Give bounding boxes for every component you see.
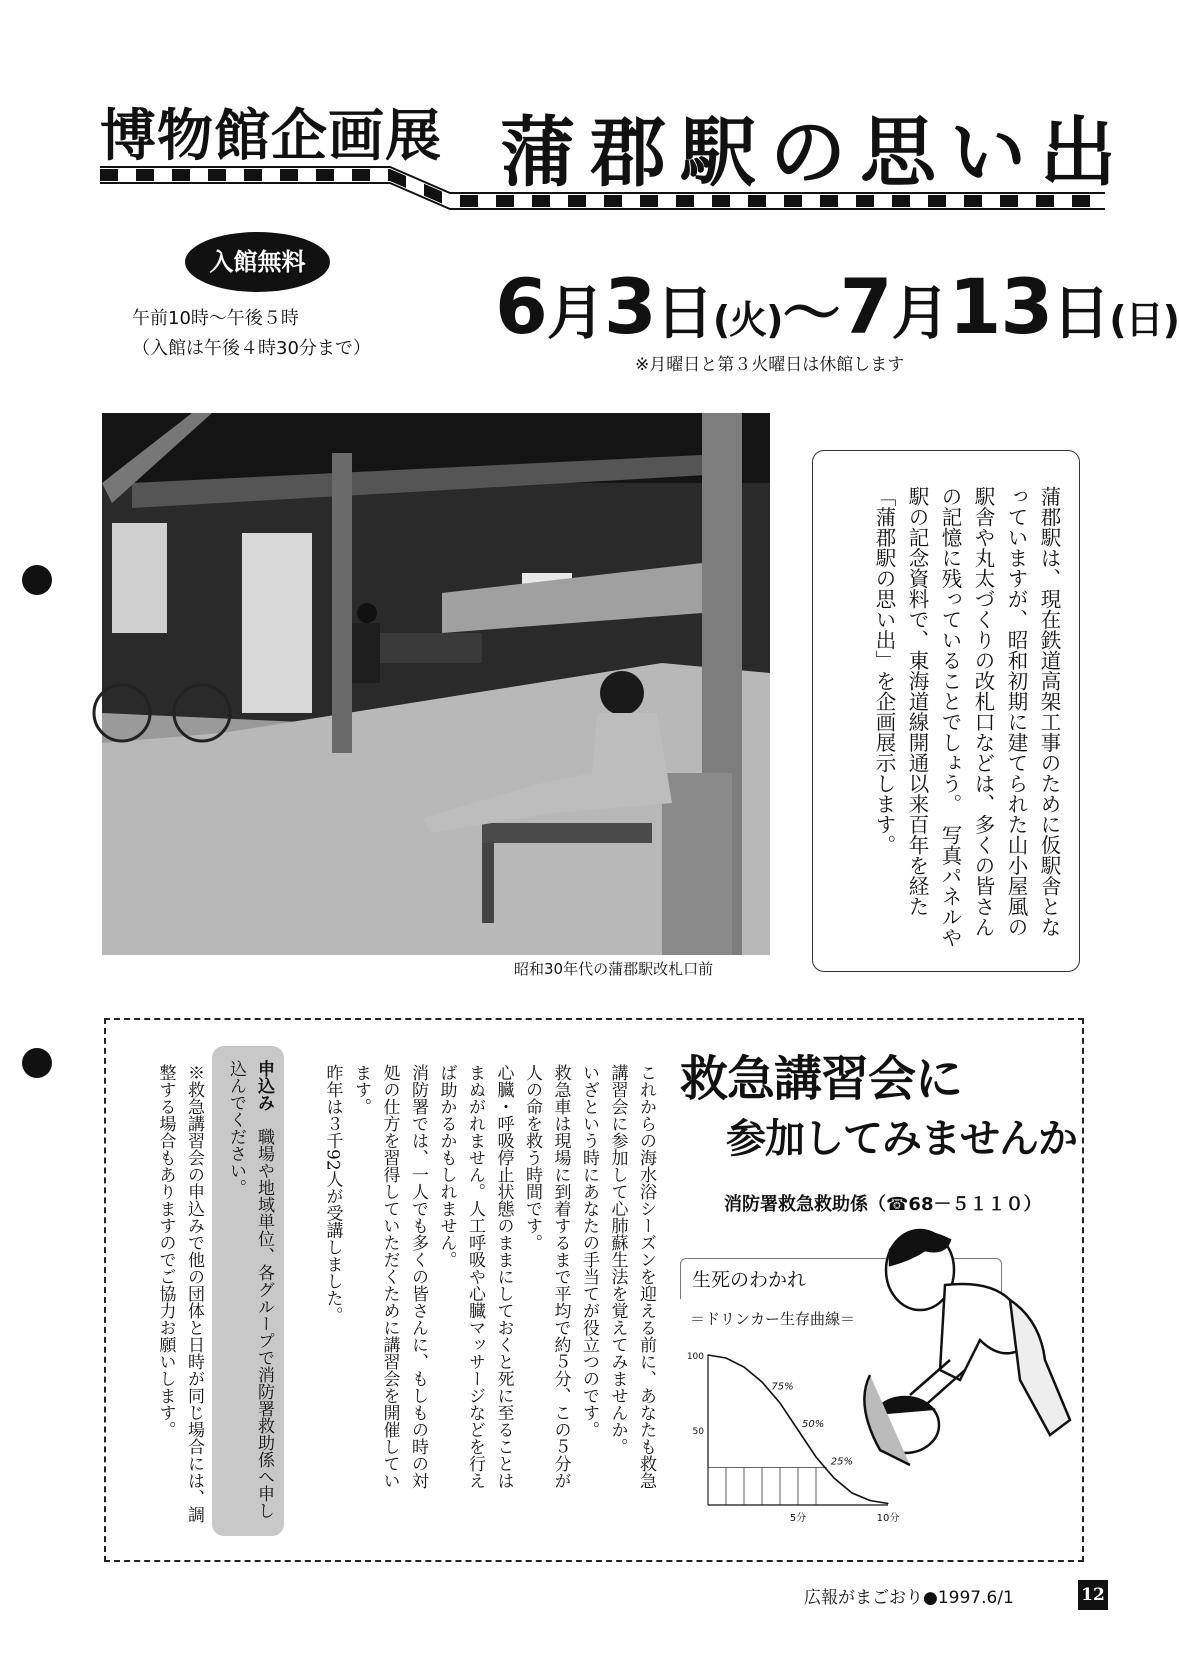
data-label: 25%: [830, 1456, 854, 1468]
last-entry-note: （入館は午後４時30分まで）: [132, 338, 371, 359]
x-tick-label: 5分: [789, 1513, 807, 1524]
data-point: [869, 1500, 870, 1501]
start-weekday: (火): [712, 298, 783, 342]
photo-caption: 昭和30年代の蒲郡駅改札口前: [514, 960, 714, 978]
data-label: 50%: [802, 1419, 825, 1430]
page-number: 12: [1078, 1580, 1108, 1610]
y-tick-label: 50: [692, 1427, 704, 1437]
first-aid-body: [300, 1064, 660, 1494]
data-point: [707, 1354, 708, 1355]
exhibit-date-range: 6月3日(火)～7月13日(日): [495, 262, 1179, 351]
end-month: 7: [839, 262, 892, 351]
start-month: 6: [495, 262, 547, 351]
scheduling-note: ※救急講習会の申込みで他の団体と日時が同じ場合には、調整する場合もありますのでご協力お願いします。: [155, 1064, 204, 1523]
x-tick-label: 10分: [876, 1513, 900, 1524]
first-aid-paragraph: いざという時にあなたの手当てが役立つのです。: [579, 1064, 599, 1438]
cpr-illustration: [850, 1210, 1080, 1470]
first-aid-paragraph: 救急車は現場に到着するまで平均で約５分、この５分が人の命を救う時間です。: [522, 1064, 571, 1489]
exhibit-intro-text: 蒲郡駅は、現在鉄道高架工事のために仮駅舎となっていますが、昭和初期に建てられた山小屋風の駅舎や丸太づくりの改札口などは、多くの皆さんの記憶に残っていることでしょう。 写真パネルや駅の記念資料で、東海道線開通以来百年を経た「蒲郡駅の思い出」を企画展示します。: [872, 486, 1061, 948]
railway-track-divider: [100, 165, 1105, 215]
free-admission-badge: 入館無料: [185, 232, 330, 292]
closed-days-note: ※月曜日と第３火曜日は休館します: [635, 355, 905, 375]
chart-subtitle: ＝ドリンカー生存曲線＝: [690, 1310, 856, 1328]
data-label: 75%: [771, 1381, 794, 1393]
opening-hours: 午前10時～午後５時: [132, 308, 299, 329]
end-day: 13: [948, 262, 1053, 351]
first-aid-paragraph: これからの海水浴シーズンを迎える前に、あなたも救急講習会に参加して心肺蘇生法を覚えてみませんか。: [607, 1064, 656, 1489]
application-box: [212, 1046, 284, 1536]
exhibit-label: 博物館企画展: [100, 104, 442, 169]
chart-title: 生死のわかれ: [692, 1269, 807, 1291]
application-text: 職場や地域単位、各グループで消防署救助係へ申し込んでください。: [226, 1060, 274, 1519]
start-day: 3: [603, 262, 656, 351]
data-point: [833, 1477, 834, 1478]
y-tick-label: 100: [686, 1352, 704, 1362]
first-aid-title: 救急講習会に: [680, 1051, 963, 1107]
binding-hole-bottom: [22, 1048, 52, 1078]
data-point: [887, 1503, 888, 1504]
data-point: [851, 1492, 852, 1493]
end-weekday: (日): [1109, 298, 1179, 342]
data-point: [725, 1357, 726, 1358]
binding-hole-top: [22, 565, 52, 595]
exhibit-title: 蒲郡駅の思い出: [500, 108, 1130, 197]
publication-footer: 広報がまごおり●1997.6/1: [804, 1588, 1014, 1608]
application-label: 申込み: [254, 1060, 274, 1111]
first-aid-contact: 消防署救急救助係（☎68－５１１０）: [724, 1194, 1042, 1215]
data-point: [797, 1429, 798, 1430]
data-point: [743, 1366, 744, 1367]
first-aid-paragraph: 昨年は３千92人が受講しました。: [322, 1064, 343, 1324]
data-point: [779, 1402, 780, 1403]
first-aid-subtitle: 参加してみませんか: [726, 1116, 1077, 1162]
first-aid-paragraph: 心臓・呼吸停止状態のままにしておくと死に至ることはまぬがれません。人工呼吸や心臓マッサージなどを行えば助かるかもしれません。: [436, 1064, 514, 1489]
exhibit-intro-box: [812, 450, 1080, 972]
data-point: [815, 1456, 816, 1457]
first-aid-paragraph: 消防署では、一人でも多くの皆さんに、もしもの時の対処の仕方を習得していただくために講習会を開催しています。: [351, 1064, 428, 1489]
station-ticket-gate-photo: [102, 413, 770, 955]
data-point: [761, 1381, 762, 1382]
